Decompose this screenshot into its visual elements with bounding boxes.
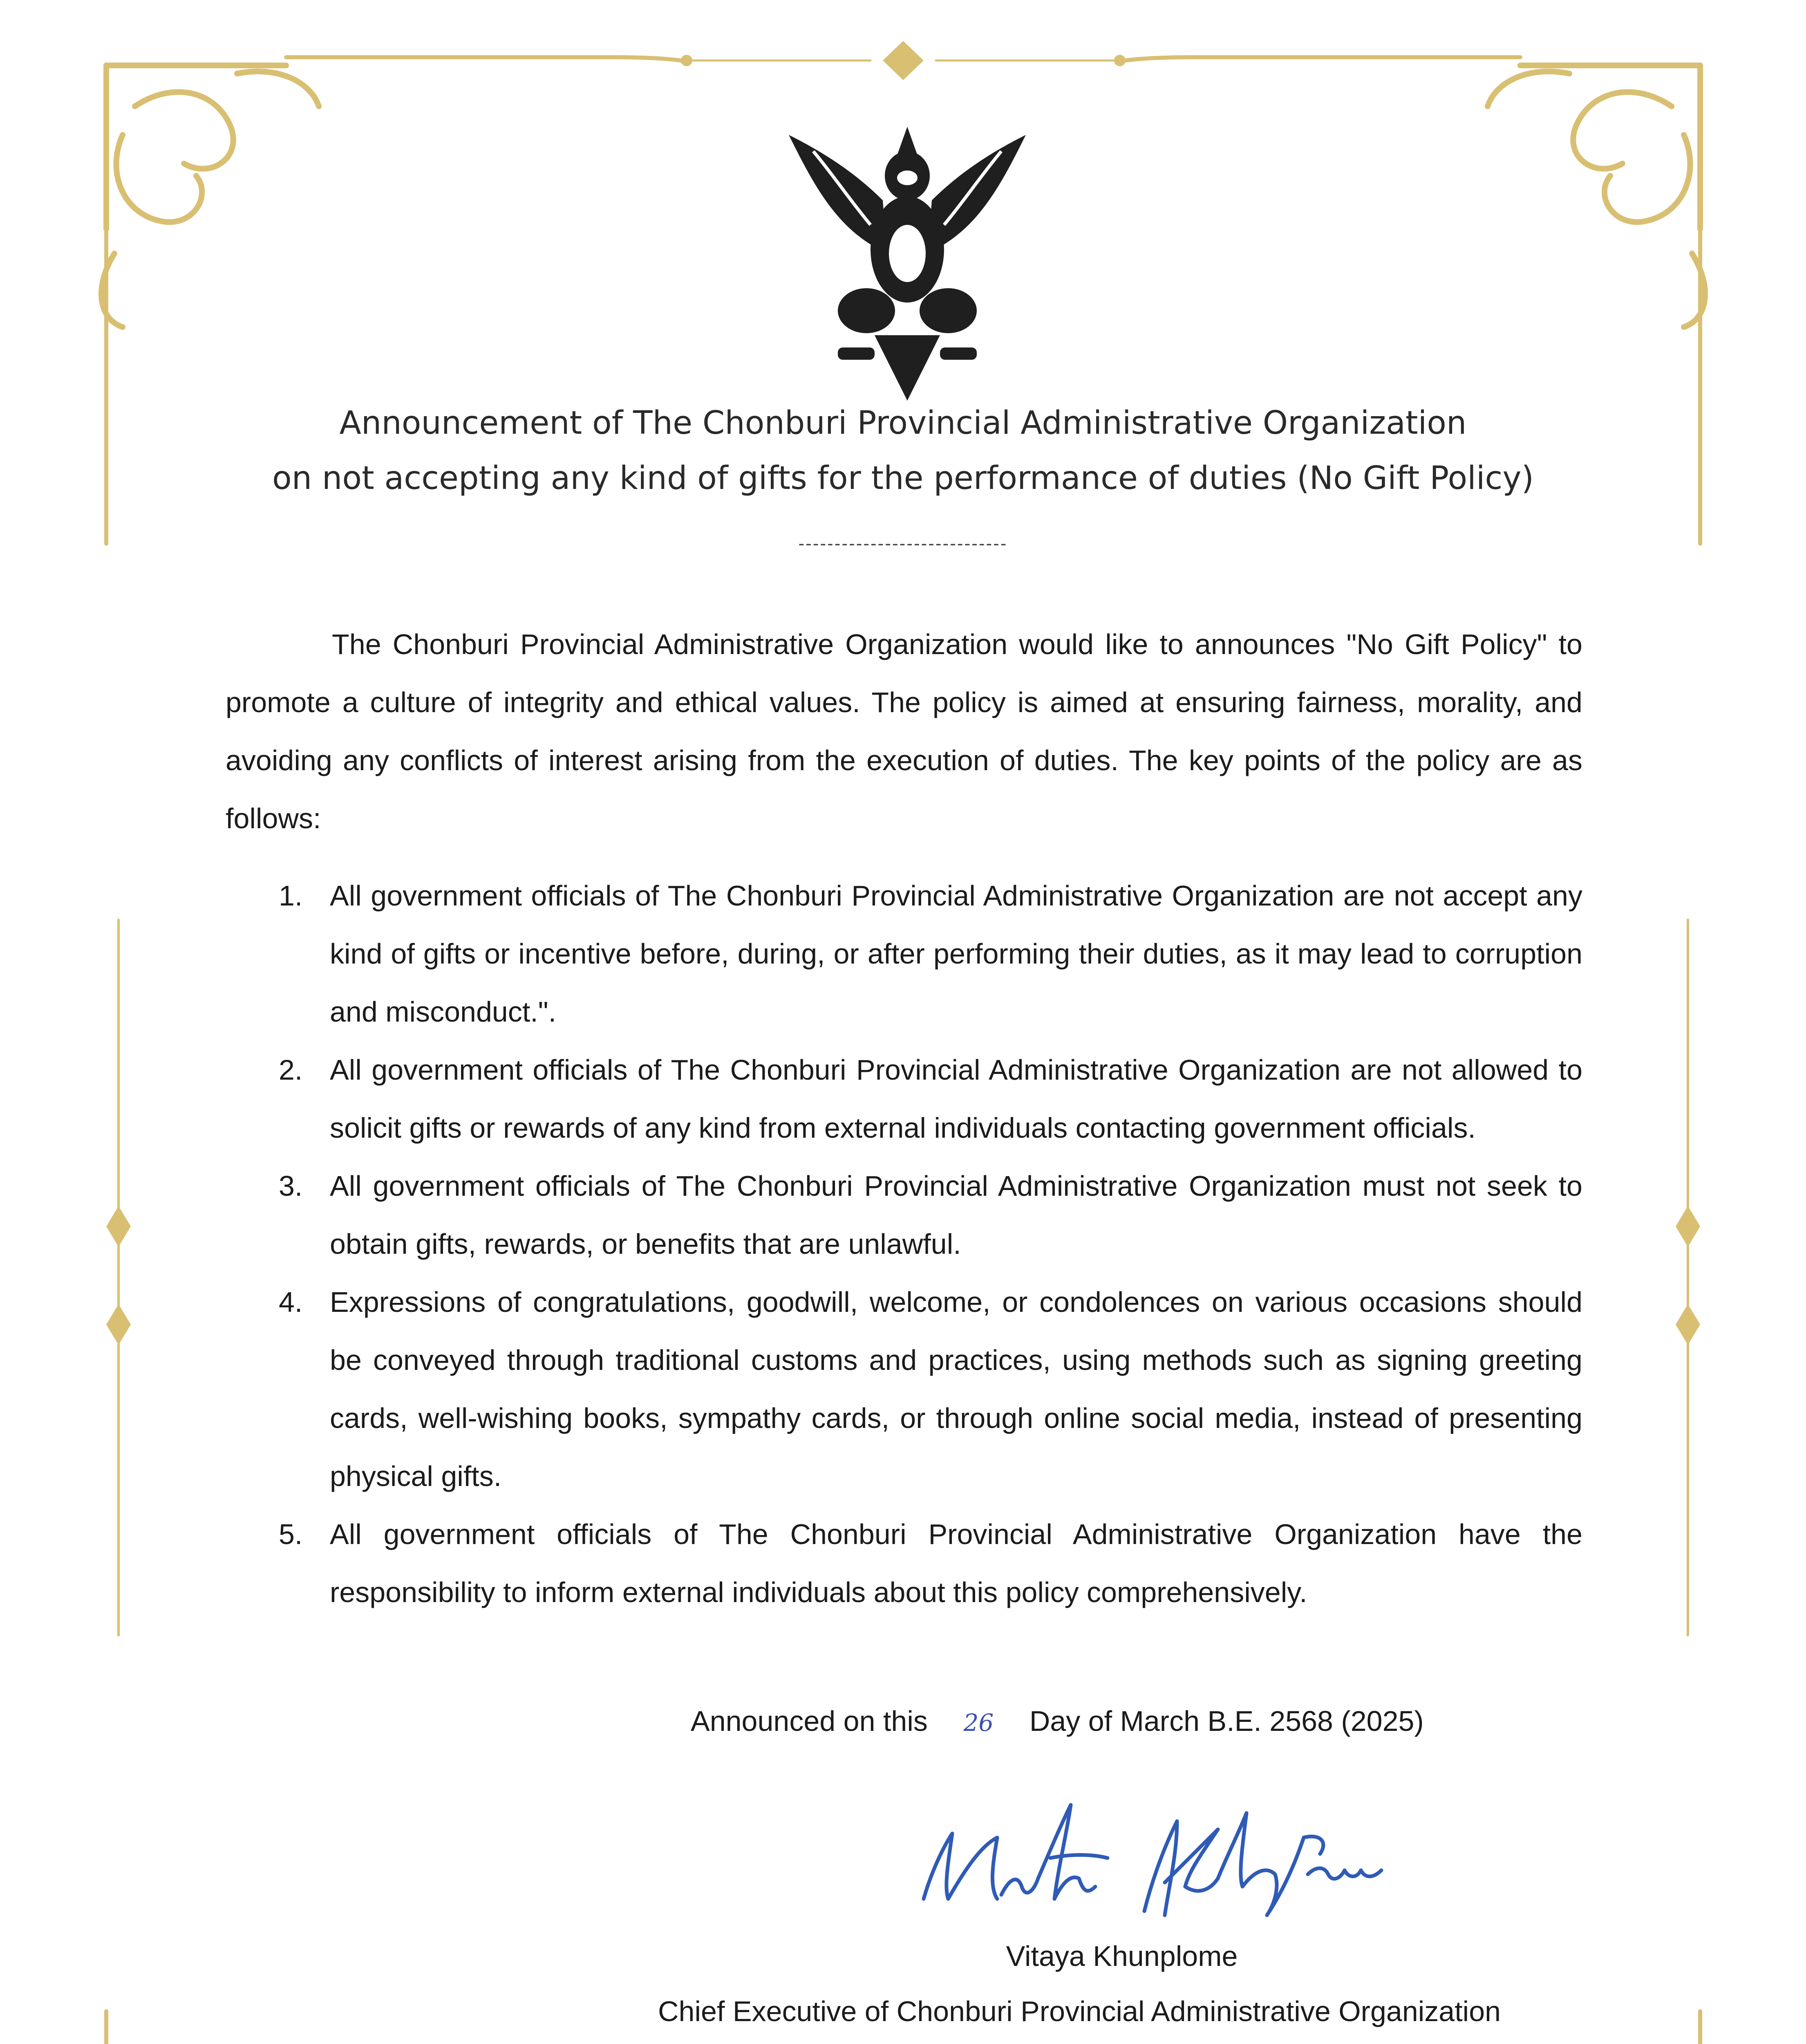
point-number: 1. — [279, 880, 303, 912]
title-line-1: Announcement of The Chonburi Provincial Administrative Organization — [339, 405, 1467, 442]
point-number: 3. — [279, 1170, 303, 1202]
garuda-emblem — [777, 119, 1038, 405]
policy-point — [226, 1273, 1582, 1505]
intro-paragraph: The Chonburi Provincial Administrative Organization would like to announces "No Gift Policy" to promote a culture of integrity and ethical values. The policy is aimed at ensuring fairness, morality, and avoiding any conflicts of interest arising from the execution of duties. The key points of the policy are as follows: — [226, 628, 1582, 834]
policy-point — [226, 867, 1582, 1041]
policy-point — [226, 1041, 1582, 1157]
announced-day-handwritten: 26 — [963, 1709, 994, 1737]
policy-point — [226, 1157, 1582, 1273]
policy-point — [226, 1505, 1582, 1621]
top-right-border-line — [1120, 57, 1520, 61]
point-text: All government officials of The Chonburi Provincial Administrative Organization are not allowed to solicit gifts or rewards of any kind from external individuals contacting government officials. — [330, 1054, 1582, 1144]
top-left-border-line — [286, 57, 687, 61]
title-separator: ----------------------------- — [798, 533, 1008, 554]
policy-points-list — [226, 867, 1582, 1621]
announced-suffix: Day of March B.E. 2568 (2025) — [1029, 1705, 1424, 1737]
title-line-2: on not accepting any kind of gifts for the performance of duties (No Gift Policy) — [272, 460, 1534, 497]
corner-ornament-top-left — [101, 65, 319, 327]
handwritten-signature — [915, 1797, 1406, 1932]
announced-prefix: Announced on this — [691, 1705, 928, 1737]
point-number: 5. — [279, 1518, 303, 1550]
left-diamond-ornament-1 — [106, 1206, 131, 1247]
point-text: All government officials of The Chonburi Provincial Administrative Organization have the responsibility to inform external individuals about this policy comprehensively. — [330, 1518, 1582, 1608]
corner-ornament-top-right — [1488, 65, 1705, 327]
point-number: 4. — [279, 1286, 303, 1318]
left-diamond-ornament-2 — [106, 1304, 131, 1345]
top-diamond-ornament — [883, 41, 924, 80]
point-number: 2. — [279, 1054, 303, 1086]
right-diamond-ornament-2 — [1676, 1304, 1700, 1345]
announcement-date-line — [691, 1705, 1424, 1737]
top-right-bead — [1114, 55, 1126, 66]
signer-name: Vitaya Khunplome — [1006, 1940, 1238, 1972]
point-text: All government officials of The Chonburi Provincial Administrative Organization must not seek to obtain gifts, rewards, or benefits that are unlawful. — [330, 1170, 1582, 1260]
point-text: All government officials of The Chonburi Provincial Administrative Organization are not accept any kind of gifts or incentive before, during, or after performing their duties, as it may lead to corruption and misconduct.". — [330, 880, 1582, 1028]
top-left-bead — [681, 55, 692, 66]
signer-position: Chief Executive of Chonburi Provincial Administrative Organization — [658, 1995, 1501, 2027]
point-text: Expressions of congratulations, goodwill, welcome, or condolences on various occasions should be conveyed through traditional customs and practices, using methods such as signing greeting cards, well-wishing books, sympathy cards, or through online social media, instead of presenting physical gifts. — [330, 1286, 1582, 1492]
right-diamond-ornament-1 — [1676, 1206, 1700, 1247]
